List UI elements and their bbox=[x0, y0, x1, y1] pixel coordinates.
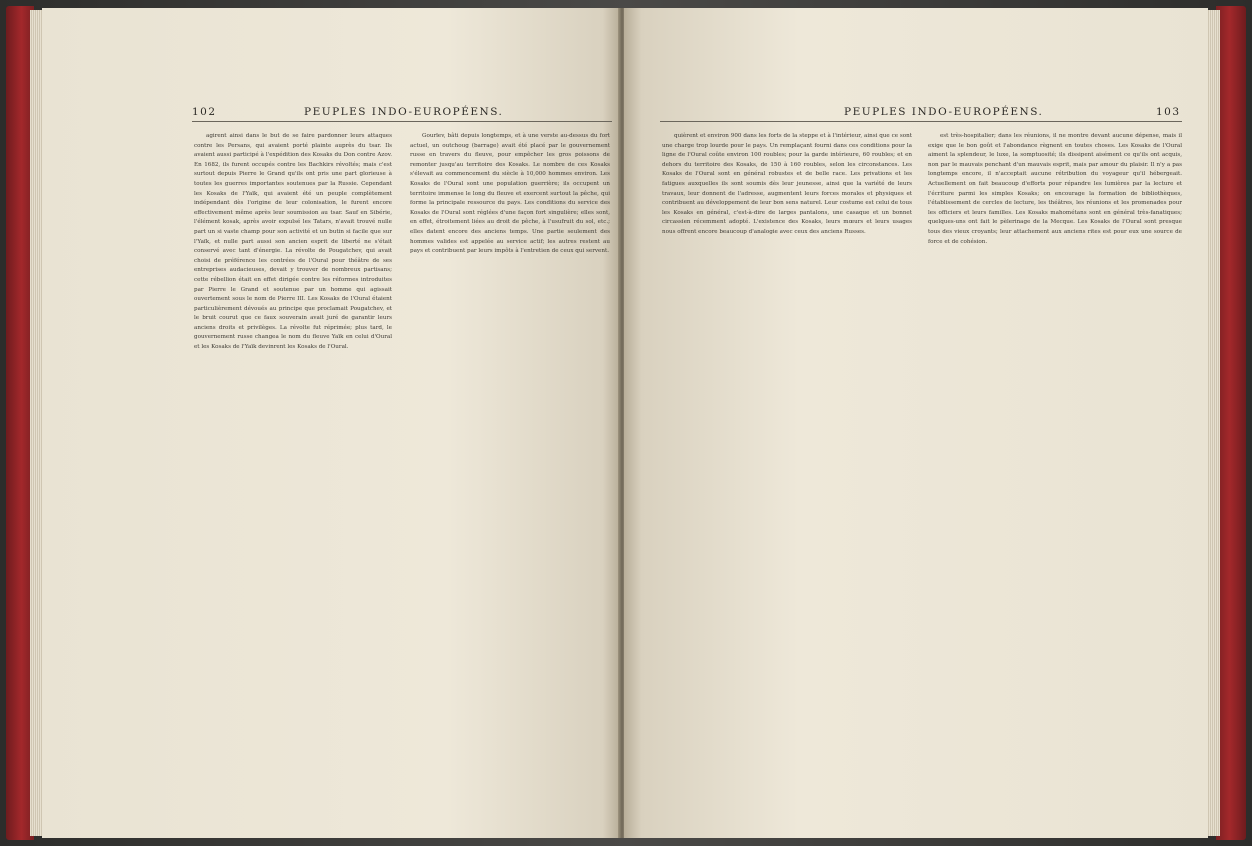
running-head-right: PEUPLES INDO-EUROPÉENS. bbox=[844, 106, 1044, 118]
text-column-right-2 bbox=[928, 132, 1182, 762]
text-column-left-1 bbox=[194, 132, 392, 762]
paragraph: Gourïev, bâti depuis longtemps, et à une verste au-dessus du fort actuel, un outchoug (barrage) avait été placé par le gouvernement russe en travers du fleuve, pour empêcher les gros poissons de remonter jusqu'au territoire des Kosaks. Le nombre de ces Kosaks s'élevait au commencement du siècle à 10,000 hommes environ. Les Kosaks de l'Oural sont une population guerrière; ils occupent un territoire immense le long du fleuve et exercent surtout la pêche, qui forme la principale ressource du pays. Les conditions du service des Kosaks de l'Oural sont réglées d'une façon fort singulière; elles sont, en effet, étroitement liées au droit de pêche, à l'usufruit du sol, etc.; elles datent encore des anciens temps. Une partie seulement des hommes valides est appelée au service actif; les autres restent au pays et contribuent par leurs impôts à l'entretien de ceux qui servent. bbox=[410, 133, 610, 255]
page-edges-right bbox=[1206, 10, 1220, 836]
left-page bbox=[42, 8, 620, 838]
text-column-right-1 bbox=[662, 132, 912, 762]
paragraph: quièrent et environ 900 dans les forts de la steppe et à l'intérieur, ainsi que ce sont une charge trop lourde pour le pays. Un remplaçant fourni dans ces conditions pour la ligne de l'Oural coûte environ 100 roubles; pour la garde intérieure, 60 roubles; et en dehors du territoire des Kosaks, de 150 à 160 roubles, selon les circonstances. Les Kosaks de l'Oural sont en général robustes et de belle race. Les privations et les fatigues auxquelles ils sont soumis dès leur jeunesse, ainsi que la variété de leurs travaux, leur donnent de l'adresse, augmentent leurs forces morales et physiques et contribuent au développement de leur bon sens naturel. Leur costume est celui de tous les Kosaks en général, c'est-à-dire de larges pantalons, une casaque et un bonnet circassien récemment adopté. L'existence des Kosaks, leurs mœurs et leurs usages nous offrent encore beaucoup d'analogie avec ceux des anciens Russes. bbox=[662, 133, 912, 235]
header-rule-left bbox=[192, 121, 612, 122]
running-head-left: PEUPLES INDO-EUROPÉENS. bbox=[304, 106, 504, 118]
page-number-right: 103 bbox=[1156, 106, 1181, 118]
paragraph: est très-hospitalier; dans les réunions, il ne montre devant aucune dépense, mais il exige que le bon goût et l'abondance règnent en toutes choses. Les Kosaks de l'Oural aiment la splendeur, le luxe, la somptuosité; ils dissipent aisément ce qu'ils ont acquis, non par le mauvais penchant d'un mauvais esprit, mais par amour du plaisir. Il n'y a pas longtemps encore, il n'acceptait aucune rétribution du voyageur qu'il hébergeait. Actuellement on fait beaucoup d'efforts pour répandre les lumières par la lecture et l'écriture parmi les simples Kosaks; on encourage la formation de bibliothèques, l'établissement de cercles de lecture, les théâtres, les réunions et les promenades pour les officiers et leurs familles. Les Kosaks mahométans sont en général très-fanatiques; quelques-uns ont fait le pèlerinage de la Mecque. Les Kosaks de l'Oural sont presque tous des vieux croyants; leur attachement aux anciens rites est pour eux une source de force et de cohésion. bbox=[928, 133, 1182, 245]
page-number-left: 102 bbox=[192, 106, 217, 118]
header-rule-right bbox=[660, 121, 1182, 122]
paragraph: agirent ainsi dans le but de se faire pardonner leurs attaques contre les Persans, qui avaient porté plainte auprès du tsar. Ils avaient aussi participé à l'expédition des Kosaks du Don contre Azov. En 1682, ils furent occupés contre les Bachkirs révoltés; mais c'est surtout depuis Pierre le Grand qu'ils ont pris une part glorieuse à toutes les guerres importantes soutenues par la Russie. Cependant les Kosaks de l'Yaïk, qui avaient été un peuple complètement indépendant dès l'origine de leur colonisation, le furent encore effectivement même après leur soumission au tsar. Sauf en Sibérie, l'élément kosak, après avoir expulsé les Tatars, n'avait trouvé nulle part un si vaste champ pour son activité et un butin si facile que sur l'Yaïk, et nulle part aussi son ancien esprit de liberté ne s'était conservé avec tant d'énergie. La révolte de Pougatchev, qui avait choisi de préférence les contrées de l'Oural pour théâtre de ses entreprises audacieuses, devait y trouver de nombreux partisans; cette rébellion était en effet dirigée contre les réformes introduites par Pierre le Grand et soutenue par un homme qui agissait ouvertement sous le nom de Pierre III. Les Kosaks de l'Oural étaient particulièrement dévoués au principe que proclamait Pougatchev, et le bruit courut que ce faux souverain avait juré de garantir leurs anciens droits et privilèges. La révolte fut réprimée; plus tard, le gouvernement russe changea le nom du fleuve Yaïk en celui d'Oural et les Kosaks de l'Yaïk devinrent les Kosaks de l'Oural. bbox=[194, 133, 392, 351]
text-column-left-2 bbox=[410, 132, 610, 762]
right-page bbox=[624, 8, 1208, 838]
book-cover-right bbox=[1216, 6, 1246, 840]
